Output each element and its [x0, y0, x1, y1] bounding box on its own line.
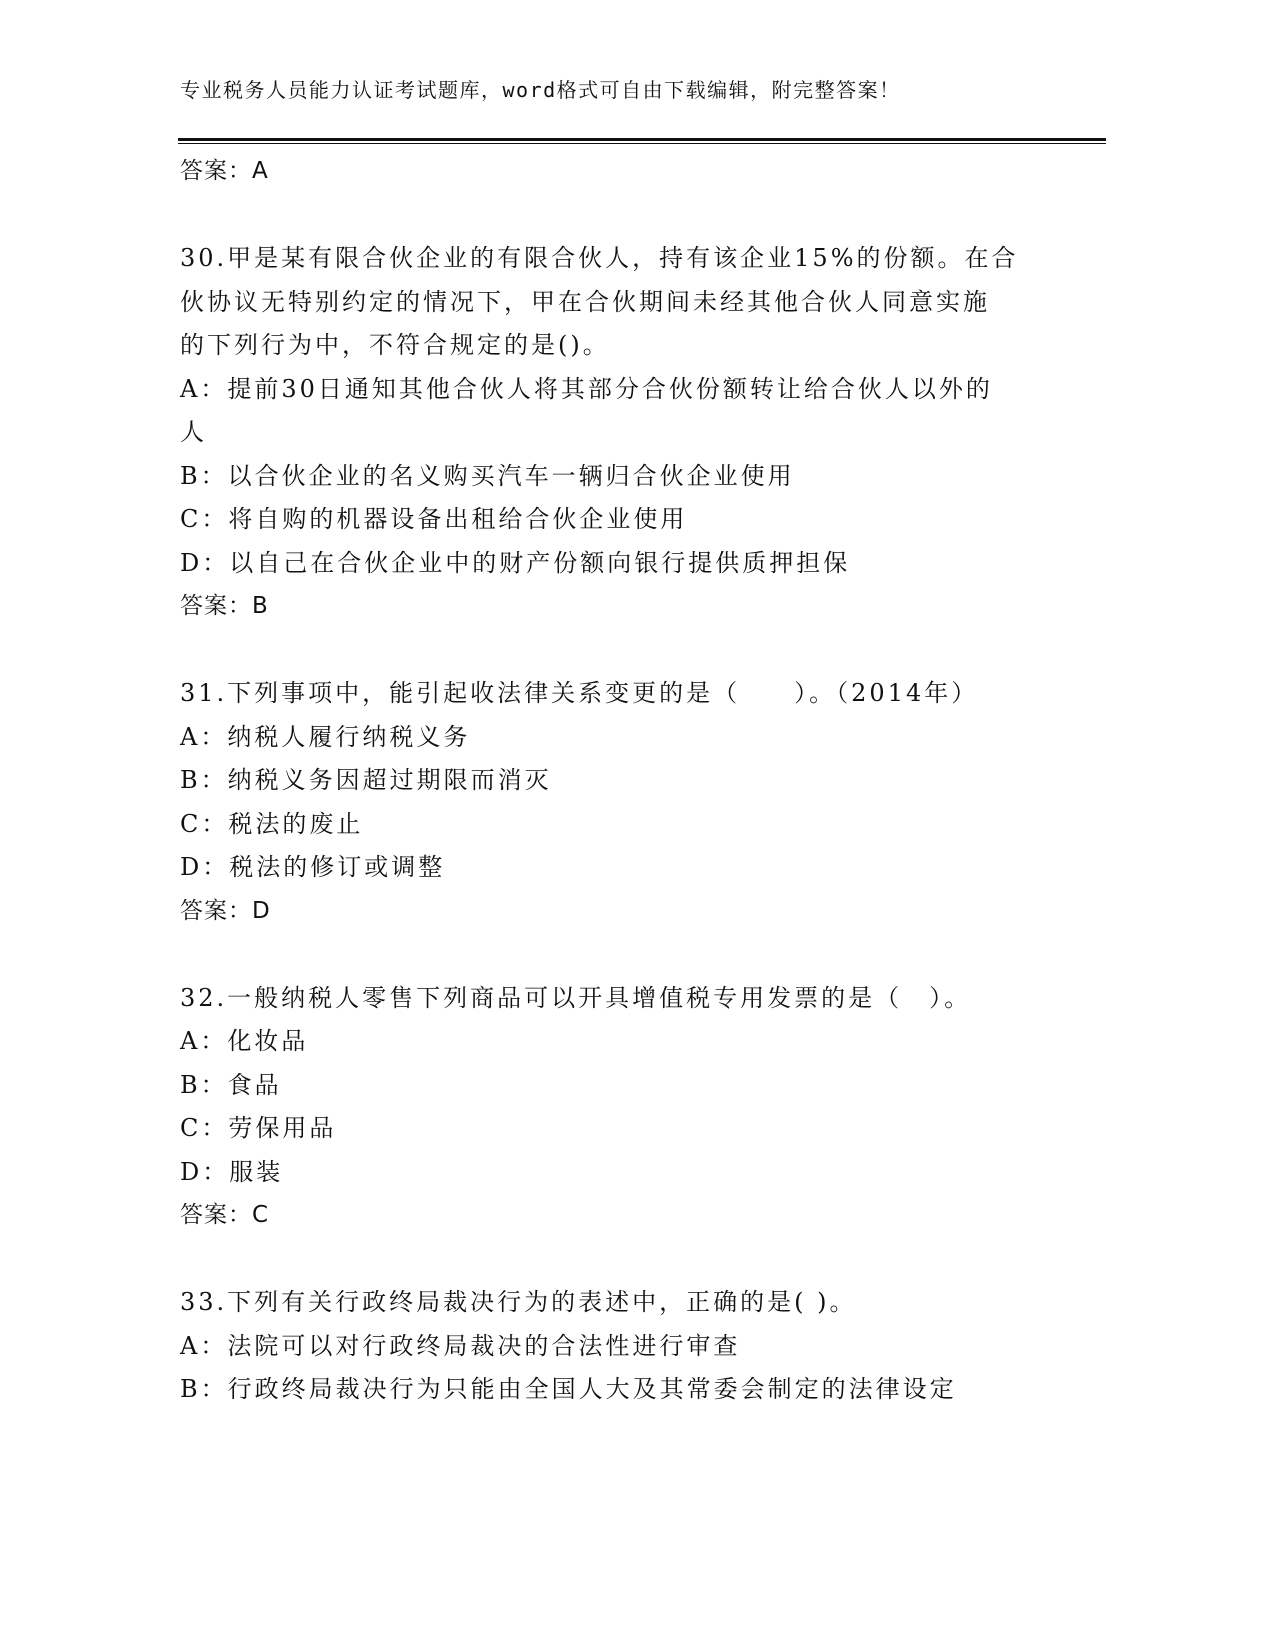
- header-rule-thin: [178, 143, 1106, 144]
- option-b: B：食品: [180, 1070, 282, 1099]
- option-a: A：化妆品: [180, 1027, 309, 1055]
- option-d: D：税法的修订或调整: [180, 853, 446, 881]
- header-rule-thick: [178, 138, 1106, 141]
- question-block: [180, 1281, 1030, 1412]
- question-stem-line: 伙协议无特别约定的情况下，甲在合伙期间未经其他合伙人同意实施: [180, 287, 990, 316]
- question-block: [180, 977, 1030, 1238]
- answer-line: 答案：A: [180, 158, 269, 184]
- question-list: [180, 150, 1030, 1412]
- question-stem-line: 30.甲是某有限合伙企业的有限合伙人，持有该企业15%的份额。在合: [180, 244, 1019, 272]
- option-a: A：法院可以对行政终局裁决的合法性进行审查: [180, 1331, 741, 1360]
- question-stem-line: 31.下列事项中，能引起收法律关系变更的是（ ）。（2014年）: [180, 679, 979, 707]
- option-a: A：纳税人履行纳税义务: [180, 722, 471, 751]
- answer-line: 答案：D: [180, 897, 271, 924]
- question-block: [180, 237, 1030, 629]
- answer-line: 答案：C: [180, 1202, 270, 1228]
- option-c: C：税法的废止: [180, 809, 364, 838]
- question-block: [180, 672, 1030, 933]
- option-b: B：纳税义务因超过期限而消灭: [180, 766, 552, 794]
- option-b: B：行政终局裁决行为只能由全国人大及其常委会制定的法律设定: [180, 1375, 957, 1403]
- option-c: C：将自购的机器设备出租给合伙企业使用: [180, 505, 688, 533]
- question-stem-line: 32.一般纳税人零售下列商品可以开具增值税专用发票的是（ ）。: [180, 983, 972, 1012]
- option-b: B：以合伙企业的名义购买汽车一辆归合伙企业使用: [180, 461, 795, 490]
- question-stem-line: 33.下列有关行政终局裁决行为的表述中，正确的是( )。: [180, 1288, 857, 1316]
- option-a-continued: 人: [180, 418, 207, 446]
- option-c: C：劳保用品: [180, 1114, 337, 1142]
- question-stem-line: 的下列行为中，不符合规定的是()。: [180, 331, 610, 359]
- option-a: A：提前30日通知其他合伙人将其部分合伙份额转让给合伙人以外的: [180, 374, 993, 403]
- option-d: D：以自己在合伙企业中的财产份额向银行提供质押担保: [180, 548, 851, 577]
- page-header: 专业税务人员能力认证考试题库，word格式可自由下载编辑，附完整答案！: [180, 78, 901, 102]
- option-d: D：服装: [180, 1157, 284, 1186]
- answer-line: 答案：B: [180, 593, 269, 619]
